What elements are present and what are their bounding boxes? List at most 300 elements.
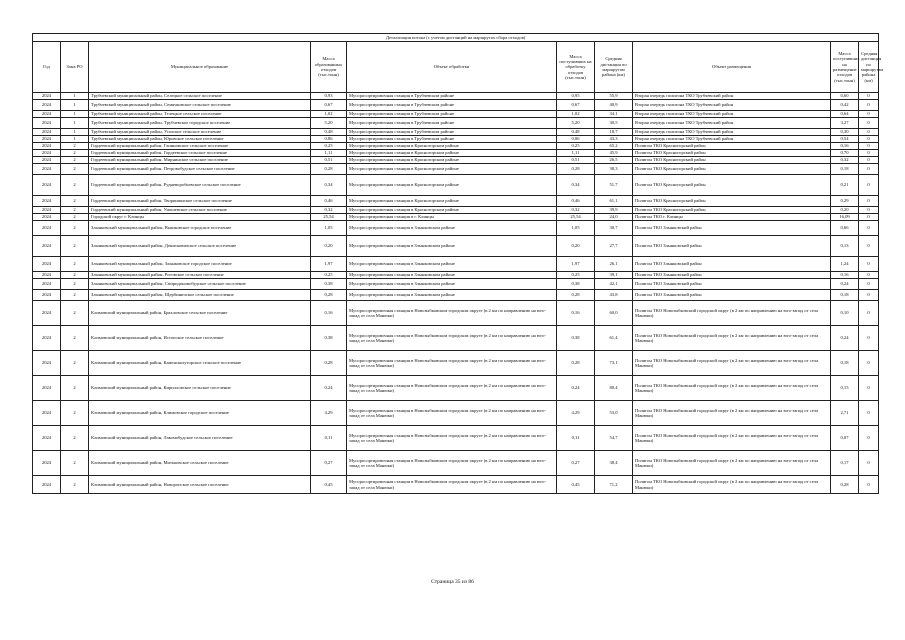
cell-placement-object: Вторая очередь полигона ТКО Трубчевский район bbox=[633, 100, 831, 111]
col-processing-object-header: Объект обработки bbox=[347, 42, 557, 93]
cell-municipality: Трубчевский муниципальный район, Телецкое сельское поселение bbox=[89, 111, 311, 118]
cell-mass-processing: 0,95 bbox=[557, 93, 595, 100]
cell-mass-generated: 0,20 bbox=[311, 236, 347, 257]
cell-processing-object: Мусоросортировочная станция в Злынковском районе bbox=[347, 221, 557, 236]
cell-placement-object: Полигон ТКО Новозыбковский городской округ (в 2 км по направлению на юго-запад от села Манюки) bbox=[633, 376, 831, 401]
cell-year: 2024 bbox=[33, 143, 61, 150]
cell-mass-placement: 0,66 bbox=[831, 221, 859, 236]
table-row bbox=[33, 301, 879, 326]
page-number: Страница 35 из 86 bbox=[431, 579, 474, 585]
cell-mass-generated: 0,28 bbox=[311, 351, 347, 376]
cell-mass-placement: 0,18 bbox=[831, 351, 859, 376]
cell-distance-processing: 34,1 bbox=[595, 111, 633, 118]
cell-distance-placement: 0 bbox=[859, 157, 879, 164]
cell-zone: 2 bbox=[61, 279, 89, 290]
table-row bbox=[33, 214, 879, 221]
cell-placement-object: Полигон ТКО Красногорский район bbox=[633, 196, 831, 207]
cell-year: 2024 bbox=[33, 376, 61, 401]
cell-distance-processing: 43,8 bbox=[595, 290, 633, 301]
cell-mass-generated: 0,45 bbox=[311, 476, 347, 494]
cell-distance-placement: 0 bbox=[859, 136, 879, 143]
cell-zone: 2 bbox=[61, 157, 89, 164]
table-row bbox=[33, 221, 879, 236]
cell-mass-generated: 1,11 bbox=[311, 150, 347, 157]
table-row bbox=[33, 118, 879, 129]
cell-mass-generated: 0,27 bbox=[311, 451, 347, 476]
cell-distance-processing: 71,2 bbox=[595, 476, 633, 494]
cell-mass-generated: 1,97 bbox=[311, 257, 347, 272]
table-row bbox=[33, 326, 879, 351]
cell-mass-processing: 1,97 bbox=[557, 257, 595, 272]
cell-mass-processing: 0,48 bbox=[557, 129, 595, 136]
cell-mass-generated: 0,28 bbox=[311, 290, 347, 301]
cell-distance-processing: 61,4 bbox=[595, 326, 633, 351]
cell-municipality: Гордеевский муниципальный район, Глинновское сельское поселение bbox=[89, 143, 311, 150]
cell-municipality: Климовский муниципальный район, Брахловское сельское поселение bbox=[89, 301, 311, 326]
cell-mass-generated: 1,05 bbox=[311, 221, 347, 236]
cell-placement-object: Полигон ТКО Красногорский район bbox=[633, 150, 831, 157]
cell-mass-processing: 1,02 bbox=[557, 111, 595, 118]
table-row bbox=[33, 164, 879, 175]
cell-placement-object: Вторая очередь полигона ТКО Трубчевский район bbox=[633, 118, 831, 129]
cell-mass-processing: 0,45 bbox=[557, 476, 595, 494]
cell-municipality: Злынковский муниципальный район, Роговское сельское поселение bbox=[89, 272, 311, 279]
cell-distance-placement: 0 bbox=[859, 290, 879, 301]
cell-mass-processing: 0,51 bbox=[557, 157, 595, 164]
cell-year: 2024 bbox=[33, 279, 61, 290]
cell-placement-object: Вторая очередь полигона ТКО Трубчевский район bbox=[633, 136, 831, 143]
cell-processing-object: Мусоросортировочная станция в Новозыбковском городском округе (в 2 км по направлению на юго-запад от села Манюки) bbox=[347, 351, 557, 376]
cell-distance-placement: 0 bbox=[859, 93, 879, 100]
cell-mass-generated: 0,11 bbox=[311, 426, 347, 451]
cell-processing-object: Мусоросортировочная станция в Красногорском районе bbox=[347, 143, 557, 150]
cell-distance-processing: 38,4 bbox=[595, 451, 633, 476]
cell-mass-generated: 0,25 bbox=[311, 143, 347, 150]
cell-placement-object: Полигон ТКО Красногорский район bbox=[633, 175, 831, 196]
cell-placement-object: Полигон ТКО Злынковский район bbox=[633, 279, 831, 290]
table-row bbox=[33, 129, 879, 136]
cell-placement-object: Полигон ТКО Красногорский район bbox=[633, 157, 831, 164]
cell-year: 2024 bbox=[33, 476, 61, 494]
cell-zone: 2 bbox=[61, 221, 89, 236]
cell-mass-placement: 0,16 bbox=[831, 272, 859, 279]
cell-processing-object: Мусоросортировочная станция в Трубчевском районе bbox=[347, 100, 557, 111]
cell-mass-placement: 0,30 bbox=[831, 129, 859, 136]
cell-zone: 2 bbox=[61, 351, 89, 376]
cell-distance-processing: 53,0 bbox=[595, 401, 633, 426]
cell-zone: 2 bbox=[61, 150, 89, 157]
cell-year: 2024 bbox=[33, 196, 61, 207]
cell-mass-placement: 3,27 bbox=[831, 118, 859, 129]
cell-mass-generated: 0,48 bbox=[311, 129, 347, 136]
cell-municipality: Трубчевский муниципальный район, Юровское сельское поселение bbox=[89, 136, 311, 143]
cell-processing-object: Мусоросортировочная станция в Новозыбковском городском округе (в 2 км по направлению на юго-запад от села Манюки) bbox=[347, 476, 557, 494]
cell-mass-placement: 0,60 bbox=[831, 93, 859, 100]
cell-year: 2024 bbox=[33, 111, 61, 118]
cell-zone: 2 bbox=[61, 236, 89, 257]
cell-municipality: Климовский муниципальный район, Климовское городское поселение bbox=[89, 401, 311, 426]
cell-zone: 2 bbox=[61, 143, 89, 150]
cell-distance-placement: 0 bbox=[859, 221, 879, 236]
cell-distance-processing: 42,1 bbox=[595, 279, 633, 290]
table-row bbox=[33, 236, 879, 257]
col-mass-processing-header: Масса поступивших на обработку отходов (тыс.тонн) bbox=[557, 42, 595, 93]
cell-mass-placement: 0,70 bbox=[831, 150, 859, 157]
cell-distance-processing: 39,1 bbox=[595, 272, 633, 279]
cell-mass-generated: 25,54 bbox=[311, 214, 347, 221]
cell-placement-object: Вторая очередь полигона ТКО Трубчевский район bbox=[633, 129, 831, 136]
cell-year: 2024 bbox=[33, 426, 61, 451]
cell-mass-placement: 0,17 bbox=[831, 451, 859, 476]
cell-mass-processing: 0,46 bbox=[557, 196, 595, 207]
cell-processing-object: Мусоросортировочная станция в Новозыбковском городском округе (в 2 км по направлению на юго-запад от села Манюки) bbox=[347, 376, 557, 401]
cell-placement-object: Полигон ТКО Злынковский район bbox=[633, 236, 831, 257]
cell-distance-processing: 65,2 bbox=[595, 143, 633, 150]
cell-mass-placement: 0,32 bbox=[831, 157, 859, 164]
cell-placement-object: Полигон ТКО Красногорский район bbox=[633, 164, 831, 175]
cell-mass-processing: 0,32 bbox=[557, 207, 595, 214]
cell-zone: 2 bbox=[61, 207, 89, 214]
table-row bbox=[33, 351, 879, 376]
cell-mass-placement: 0,10 bbox=[831, 301, 859, 326]
cell-mass-placement: 0,15 bbox=[831, 376, 859, 401]
table-row bbox=[33, 290, 879, 301]
cell-mass-processing: 0,16 bbox=[557, 301, 595, 326]
col-distance-processing-header: Средняя дистанция по маршрутам района (км) bbox=[595, 42, 633, 93]
cell-mass-processing: 0,38 bbox=[557, 279, 595, 290]
cell-distance-placement: 0 bbox=[859, 111, 879, 118]
cell-zone: 2 bbox=[61, 401, 89, 426]
cell-mass-generated: 0,93 bbox=[311, 93, 347, 100]
cell-mass-generated: 4,29 bbox=[311, 401, 347, 426]
cell-processing-object: Мусоросортировочная станция в Трубчевском районе bbox=[347, 118, 557, 129]
cell-distance-placement: 0 bbox=[859, 376, 879, 401]
cell-mass-processing: 0,25 bbox=[557, 272, 595, 279]
cell-distance-placement: 0 bbox=[859, 326, 879, 351]
cell-distance-placement: 0 bbox=[859, 351, 879, 376]
cell-placement-object: Полигон ТКО Злынковский район bbox=[633, 221, 831, 236]
col-mass-generated-header: Масса образованных отходов (тыс.тонн) bbox=[311, 42, 347, 93]
cell-municipality: Трубчевский муниципальный район, Семячковское сельское поселение bbox=[89, 100, 311, 111]
cell-placement-object: Вторая очередь полигона ТКО Трубчевский район bbox=[633, 111, 831, 118]
cell-mass-generated: 0,67 bbox=[311, 100, 347, 111]
cell-year: 2024 bbox=[33, 175, 61, 196]
cell-municipality: Гордеевский муниципальный район, Мирнинское сельское поселение bbox=[89, 157, 311, 164]
table-row bbox=[33, 93, 879, 100]
table-row bbox=[33, 111, 879, 118]
cell-mass-processing: 0,38 bbox=[557, 326, 595, 351]
cell-mass-placement: 0,54 bbox=[831, 136, 859, 143]
cell-zone: 2 bbox=[61, 426, 89, 451]
cell-placement-object: Полигон ТКО Новозыбковский городской округ (в 2 км по направлению на юго-запад от села Манюки) bbox=[633, 326, 831, 351]
cell-mass-generated: 0,46 bbox=[311, 196, 347, 207]
table-row bbox=[33, 426, 879, 451]
cell-distance-processing: 40,9 bbox=[595, 100, 633, 111]
cell-zone: 1 bbox=[61, 129, 89, 136]
cell-zone: 2 bbox=[61, 451, 89, 476]
cell-mass-generated: 0,86 bbox=[311, 136, 347, 143]
cell-year: 2024 bbox=[33, 207, 61, 214]
cell-distance-processing: 51,7 bbox=[595, 175, 633, 196]
cell-distance-placement: 0 bbox=[859, 143, 879, 150]
cell-distance-placement: 0 bbox=[859, 257, 879, 272]
table-row bbox=[33, 451, 879, 476]
cell-distance-placement: 0 bbox=[859, 272, 879, 279]
cell-placement-object: Полигон ТКО Злынковский район bbox=[633, 257, 831, 272]
col-municipality-header: Муниципальное образование bbox=[89, 42, 311, 93]
cell-placement-object: Полигон ТКО Новозыбковский городской округ (в 2 км по направлению на юго-запад от села Манюки) bbox=[633, 476, 831, 494]
cell-distance-processing: 38,3 bbox=[595, 164, 633, 175]
cell-zone: 1 bbox=[61, 111, 89, 118]
cell-distance-processing: 55,9 bbox=[595, 93, 633, 100]
cell-mass-processing: 0,27 bbox=[557, 451, 595, 476]
cell-distance-processing: 24,0 bbox=[595, 214, 633, 221]
cell-distance-processing: 27,7 bbox=[595, 236, 633, 257]
cell-processing-object: Мусоросортировочная станция в Красногорском районе bbox=[347, 150, 557, 157]
cell-mass-generated: 0,51 bbox=[311, 157, 347, 164]
cell-year: 2024 bbox=[33, 157, 61, 164]
cell-processing-object: Мусоросортировочная станция в Красногорском районе bbox=[347, 207, 557, 214]
cell-mass-generated: 0,16 bbox=[311, 301, 347, 326]
cell-distance-placement: 0 bbox=[859, 301, 879, 326]
table-row bbox=[33, 401, 879, 426]
cell-distance-processing: 45,9 bbox=[595, 150, 633, 157]
cell-processing-object: Мусоросортировочная станция в Злынковском районе bbox=[347, 236, 557, 257]
cell-processing-object: Мусоросортировочная станция в Трубчевском районе bbox=[347, 93, 557, 100]
cell-zone: 2 bbox=[61, 476, 89, 494]
cell-mass-placement: 0,13 bbox=[831, 236, 859, 257]
cell-processing-object: Мусоросортировочная станция в Красногорском районе bbox=[347, 157, 557, 164]
cell-mass-processing: 4,29 bbox=[557, 401, 595, 426]
cell-municipality: Климовский муниципальный район, Митьковское сельское поселение bbox=[89, 451, 311, 476]
cell-year: 2024 bbox=[33, 214, 61, 221]
col-distance-placement-header: Средняя дистанция по маршрутам района (км) bbox=[859, 42, 879, 93]
table-row bbox=[33, 207, 879, 214]
cell-distance-processing: 18,7 bbox=[595, 129, 633, 136]
cell-placement-object: Полигон ТКО Красногорский район bbox=[633, 207, 831, 214]
cell-distance-processing: 30,7 bbox=[595, 221, 633, 236]
cell-municipality: Злынковский муниципальный район, Щербиничское сельское поселение bbox=[89, 290, 311, 301]
cell-year: 2024 bbox=[33, 301, 61, 326]
cell-mass-placement: 0,42 bbox=[831, 100, 859, 111]
cell-municipality: Гордеевский муниципальный район, Творишинское сельское поселение bbox=[89, 196, 311, 207]
cell-placement-object: Полигон ТКО Злынковский район bbox=[633, 272, 831, 279]
cell-placement-object: Полигон ТКО Новозыбковский городской округ (в 2 км по направлению на юго-запад от села Манюки) bbox=[633, 426, 831, 451]
cell-distance-processing: 26,1 bbox=[595, 257, 633, 272]
cell-mass-placement: 0,16 bbox=[831, 143, 859, 150]
cell-mass-placement: 16,09 bbox=[831, 214, 859, 221]
table-row bbox=[33, 476, 879, 494]
cell-mass-generated: 0,24 bbox=[311, 376, 347, 401]
cell-mass-processing: 0,28 bbox=[557, 164, 595, 175]
cell-mass-processing: 0,11 bbox=[557, 426, 595, 451]
cell-year: 2024 bbox=[33, 272, 61, 279]
cell-municipality: Гордеевский муниципальный район, Рудневоробьевское сельское поселение bbox=[89, 175, 311, 196]
cell-processing-object: Мусоросортировочная станция в Красногорском районе bbox=[347, 175, 557, 196]
cell-year: 2024 bbox=[33, 118, 61, 129]
cell-municipality: Злынковский муниципальный район, Спиридоновобудское сельское поселение bbox=[89, 279, 311, 290]
table-row bbox=[33, 272, 879, 279]
cell-distance-processing: 43,3 bbox=[595, 136, 633, 143]
table-row bbox=[33, 143, 879, 150]
cell-municipality: Гордеевский муниципальный район, Уношевское сельское поселение bbox=[89, 207, 311, 214]
table-row bbox=[33, 157, 879, 164]
cell-distance-placement: 0 bbox=[859, 207, 879, 214]
cell-distance-placement: 0 bbox=[859, 175, 879, 196]
cell-mass-placement: 2,71 bbox=[831, 401, 859, 426]
cell-distance-processing: 54,7 bbox=[595, 426, 633, 451]
col-mass-placement-header: Масса поступивших на размещение отходов (тыс.тонн) bbox=[831, 42, 859, 93]
cell-year: 2024 bbox=[33, 129, 61, 136]
cell-zone: 2 bbox=[61, 301, 89, 326]
cell-mass-placement: 0,29 bbox=[831, 196, 859, 207]
cell-mass-generated: 0,25 bbox=[311, 272, 347, 279]
cell-municipality: Городской округ г. Клинцы bbox=[89, 214, 311, 221]
cell-distance-placement: 0 bbox=[859, 196, 879, 207]
cell-distance-processing: 61,1 bbox=[595, 196, 633, 207]
cell-mass-processing: 1,05 bbox=[557, 221, 595, 236]
cell-distance-placement: 0 bbox=[859, 236, 879, 257]
cell-distance-placement: 0 bbox=[859, 451, 879, 476]
table-row bbox=[33, 136, 879, 143]
cell-zone: 2 bbox=[61, 272, 89, 279]
cell-mass-generated: 1,02 bbox=[311, 111, 347, 118]
cell-mass-placement: 0,18 bbox=[831, 164, 859, 175]
cell-municipality: Климовский муниципальный район, Новоропское сельское поселение bbox=[89, 476, 311, 494]
cell-year: 2024 bbox=[33, 93, 61, 100]
table-row bbox=[33, 100, 879, 111]
table-row bbox=[33, 150, 879, 157]
cell-year: 2024 bbox=[33, 326, 61, 351]
cell-mass-generated: 0,32 bbox=[311, 207, 347, 214]
cell-processing-object: Мусоросортировочная станция в Злынковском районе bbox=[347, 290, 557, 301]
cell-distance-processing: 26,5 bbox=[595, 157, 633, 164]
report-sheet bbox=[32, 33, 884, 494]
cell-distance-placement: 0 bbox=[859, 426, 879, 451]
cell-zone: 1 bbox=[61, 118, 89, 129]
cell-processing-object: Мусоросортировочная станция в Новозыбковском городском округе (в 2 км по направлению на юго-запад от села Манюки) bbox=[347, 326, 557, 351]
cell-municipality: Климовский муниципальный район, Каменскохуторское сельское поселение bbox=[89, 351, 311, 376]
cell-year: 2024 bbox=[33, 451, 61, 476]
cell-zone: 1 bbox=[61, 136, 89, 143]
cell-mass-processing: 0,25 bbox=[557, 143, 595, 150]
table-row bbox=[33, 196, 879, 207]
cell-municipality: Гордеевский муниципальный район, Петровобудское сельское поселение bbox=[89, 164, 311, 175]
cell-placement-object: Полигон ТКО Злынковский район bbox=[633, 290, 831, 301]
cell-mass-placement: 0,07 bbox=[831, 426, 859, 451]
cell-zone: 2 bbox=[61, 376, 89, 401]
cell-municipality: Трубчевский муниципальный район, Трубчевское городское поселение bbox=[89, 118, 311, 129]
cell-municipality: Злынковский муниципальный район, Злынковское городское поселение bbox=[89, 257, 311, 272]
cell-mass-processing: 0,86 bbox=[557, 136, 595, 143]
cell-processing-object: Мусоросортировочная станция в Злынковском районе bbox=[347, 279, 557, 290]
cell-distance-placement: 0 bbox=[859, 150, 879, 157]
cell-mass-placement: 0,28 bbox=[831, 476, 859, 494]
cell-mass-placement: 0,64 bbox=[831, 111, 859, 118]
cell-municipality: Злынковский муниципальный район, Вышковское городское поселение bbox=[89, 221, 311, 236]
cell-zone: 1 bbox=[61, 100, 89, 111]
cell-placement-object: Полигон ТКО Новозыбковский городской округ (в 2 км по направлению на юго-запад от села Манюки) bbox=[633, 401, 831, 426]
col-zone-header: Зона РО bbox=[61, 42, 89, 93]
cell-municipality: Трубчевский муниципальный район, Усохское сельское поселение bbox=[89, 129, 311, 136]
cell-year: 2024 bbox=[33, 164, 61, 175]
cell-zone: 2 bbox=[61, 326, 89, 351]
cell-distance-placement: 0 bbox=[859, 214, 879, 221]
cell-distance-placement: 0 bbox=[859, 279, 879, 290]
cell-placement-object: Полигон ТКО Новозыбковский городской округ (в 2 км по направлению на юго-запад от села Манюки) bbox=[633, 301, 831, 326]
waste-flow-table bbox=[32, 33, 884, 494]
cell-mass-processing: 0,28 bbox=[557, 351, 595, 376]
cell-distance-processing: 60,0 bbox=[595, 301, 633, 326]
cell-mass-processing: 0,24 bbox=[557, 376, 595, 401]
cell-processing-object: Мусоросортировочная станция в Новозыбковском городском округе (в 2 км по направлению на юго-запад от села Манюки) bbox=[347, 301, 557, 326]
cell-mass-generated: 0,34 bbox=[311, 175, 347, 196]
cell-mass-processing: 1,11 bbox=[557, 150, 595, 157]
cell-year: 2024 bbox=[33, 221, 61, 236]
cell-distance-processing: 30,5 bbox=[595, 118, 633, 129]
cell-processing-object: Мусоросортировочная станция в Новозыбковском городском округе (в 2 км по направлению на юго-запад от села Манюки) bbox=[347, 451, 557, 476]
cell-zone: 2 bbox=[61, 214, 89, 221]
cell-processing-object: Мусоросортировочная станция в Трубчевском районе bbox=[347, 129, 557, 136]
cell-municipality: Климовский муниципальный район, Истопское сельское поселение bbox=[89, 326, 311, 351]
cell-distance-placement: 0 bbox=[859, 118, 879, 129]
cell-mass-placement: 0,24 bbox=[831, 279, 859, 290]
cell-year: 2024 bbox=[33, 136, 61, 143]
cell-mass-generated: 0,38 bbox=[311, 326, 347, 351]
cell-year: 2024 bbox=[33, 351, 61, 376]
cell-mass-processing: 0,20 bbox=[557, 236, 595, 257]
cell-mass-generated: 0,28 bbox=[311, 164, 347, 175]
cell-year: 2024 bbox=[33, 257, 61, 272]
cell-mass-processing: 0,34 bbox=[557, 175, 595, 196]
cell-placement-object: Полигон ТКО Красногорский район bbox=[633, 143, 831, 150]
cell-mass-generated: 0,38 bbox=[311, 279, 347, 290]
cell-zone: 1 bbox=[61, 93, 89, 100]
cell-mass-placement: 0,24 bbox=[831, 326, 859, 351]
cell-processing-object: Мусоросортировочная станция в Трубчевском районе bbox=[347, 111, 557, 118]
cell-mass-processing: 0,28 bbox=[557, 290, 595, 301]
cell-mass-placement: 0,18 bbox=[831, 290, 859, 301]
cell-zone: 2 bbox=[61, 175, 89, 196]
cell-processing-object: Мусоросортировочная станция в Новозыбковском городском округе (в 2 км по направлению на юго-запад от села Манюки) bbox=[347, 401, 557, 426]
table-row bbox=[33, 175, 879, 196]
cell-year: 2024 bbox=[33, 100, 61, 111]
table-row bbox=[33, 257, 879, 272]
cell-year: 2024 bbox=[33, 236, 61, 257]
cell-zone: 2 bbox=[61, 290, 89, 301]
cell-placement-object: Вторая очередь полигона ТКО Трубчевский район bbox=[633, 93, 831, 100]
cell-zone: 2 bbox=[61, 196, 89, 207]
table-caption: Детализация потока (с учетом дистанций на маршрутах сбора отходов) bbox=[33, 34, 879, 42]
cell-processing-object: Мусоросортировочная станция в Красногорском районе bbox=[347, 164, 557, 175]
cell-municipality: Климовский муниципальный район, Кирилловское сельское поселение bbox=[89, 376, 311, 401]
cell-processing-object: Мусоросортировочная станция в Красногорском районе bbox=[347, 196, 557, 207]
cell-distance-placement: 0 bbox=[859, 100, 879, 111]
cell-distance-processing: 39,9 bbox=[595, 207, 633, 214]
cell-mass-placement: 0,21 bbox=[831, 175, 859, 196]
cell-mass-generated: 5,20 bbox=[311, 118, 347, 129]
cell-mass-processing: 25,54 bbox=[557, 214, 595, 221]
cell-mass-processing: 5,20 bbox=[557, 118, 595, 129]
cell-processing-object: Мусоросортировочная станция в Трубчевском районе bbox=[347, 136, 557, 143]
cell-processing-object: Мусоросортировочная станция в Новозыбковском городском округе (в 2 км по направлению на юго-запад от села Манюки) bbox=[347, 426, 557, 451]
cell-processing-object: Мусоросортировочная станция в Злынковском районе bbox=[347, 272, 557, 279]
cell-municipality: Климовский муниципальный район, Лакомобудское сельское поселение bbox=[89, 426, 311, 451]
cell-distance-processing: 73,1 bbox=[595, 351, 633, 376]
cell-processing-object: Мусоросортировочная станция в г. Клинцы bbox=[347, 214, 557, 221]
cell-distance-placement: 0 bbox=[859, 129, 879, 136]
cell-distance-processing: 80,4 bbox=[595, 376, 633, 401]
